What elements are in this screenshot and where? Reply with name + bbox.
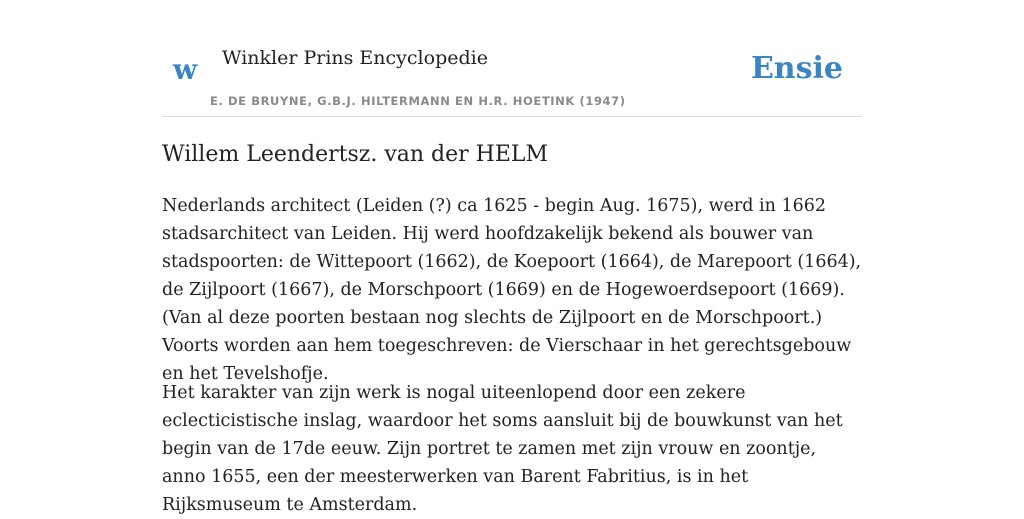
source-authors: E. DE BRUYNE, G.B.J. HILTERMANN EN H.R. HOETINK (1947) [210, 94, 626, 108]
source-header [162, 0, 862, 117]
ensie-logo[interactable]: Ensie [750, 51, 843, 86]
source-title[interactable]: Winkler Prins Encyclopedie [222, 47, 488, 69]
article-paragraph: Het karakter van zijn werk is nogal uiteenlopend door een zekere eclecticistische inslag, waardoor het soms aansluit bij de bouwkunst van het begin van de 17de eeuw. Zijn portret te zamen met zijn vrouw en zoontje, anno 1655, een der meesterwerken van Barent Fabritius, is in het Rijksmuseum te Amsterdam. [162, 383, 843, 515]
article-paragraph: Nederlands architect (Leiden (?) ca 1625 - begin Aug. 1675), werd in 1662 stadsarchitect van Leiden. Hij werd hoofdzakelijk bekend als bouwer van stadspoorten: de Wittepoort (1662), de Koepoort (1664), de Marepoort (1664), de Zijlpoort (1667), de Morschpoort (1669) en de Hogewoerdsepoort (1669). (Van al deze poorten bestaan nog slechts de Zijlpoort en de Morschpoort.) Voorts worden aan hem toegeschreven: de Vierschaar in het gerechtsgebouw en het Tevelshofje. [162, 196, 862, 384]
winkler-prins-logo-icon[interactable]: w [173, 53, 198, 86]
article-title: Willem Leendertsz. van der HELM [162, 142, 549, 167]
